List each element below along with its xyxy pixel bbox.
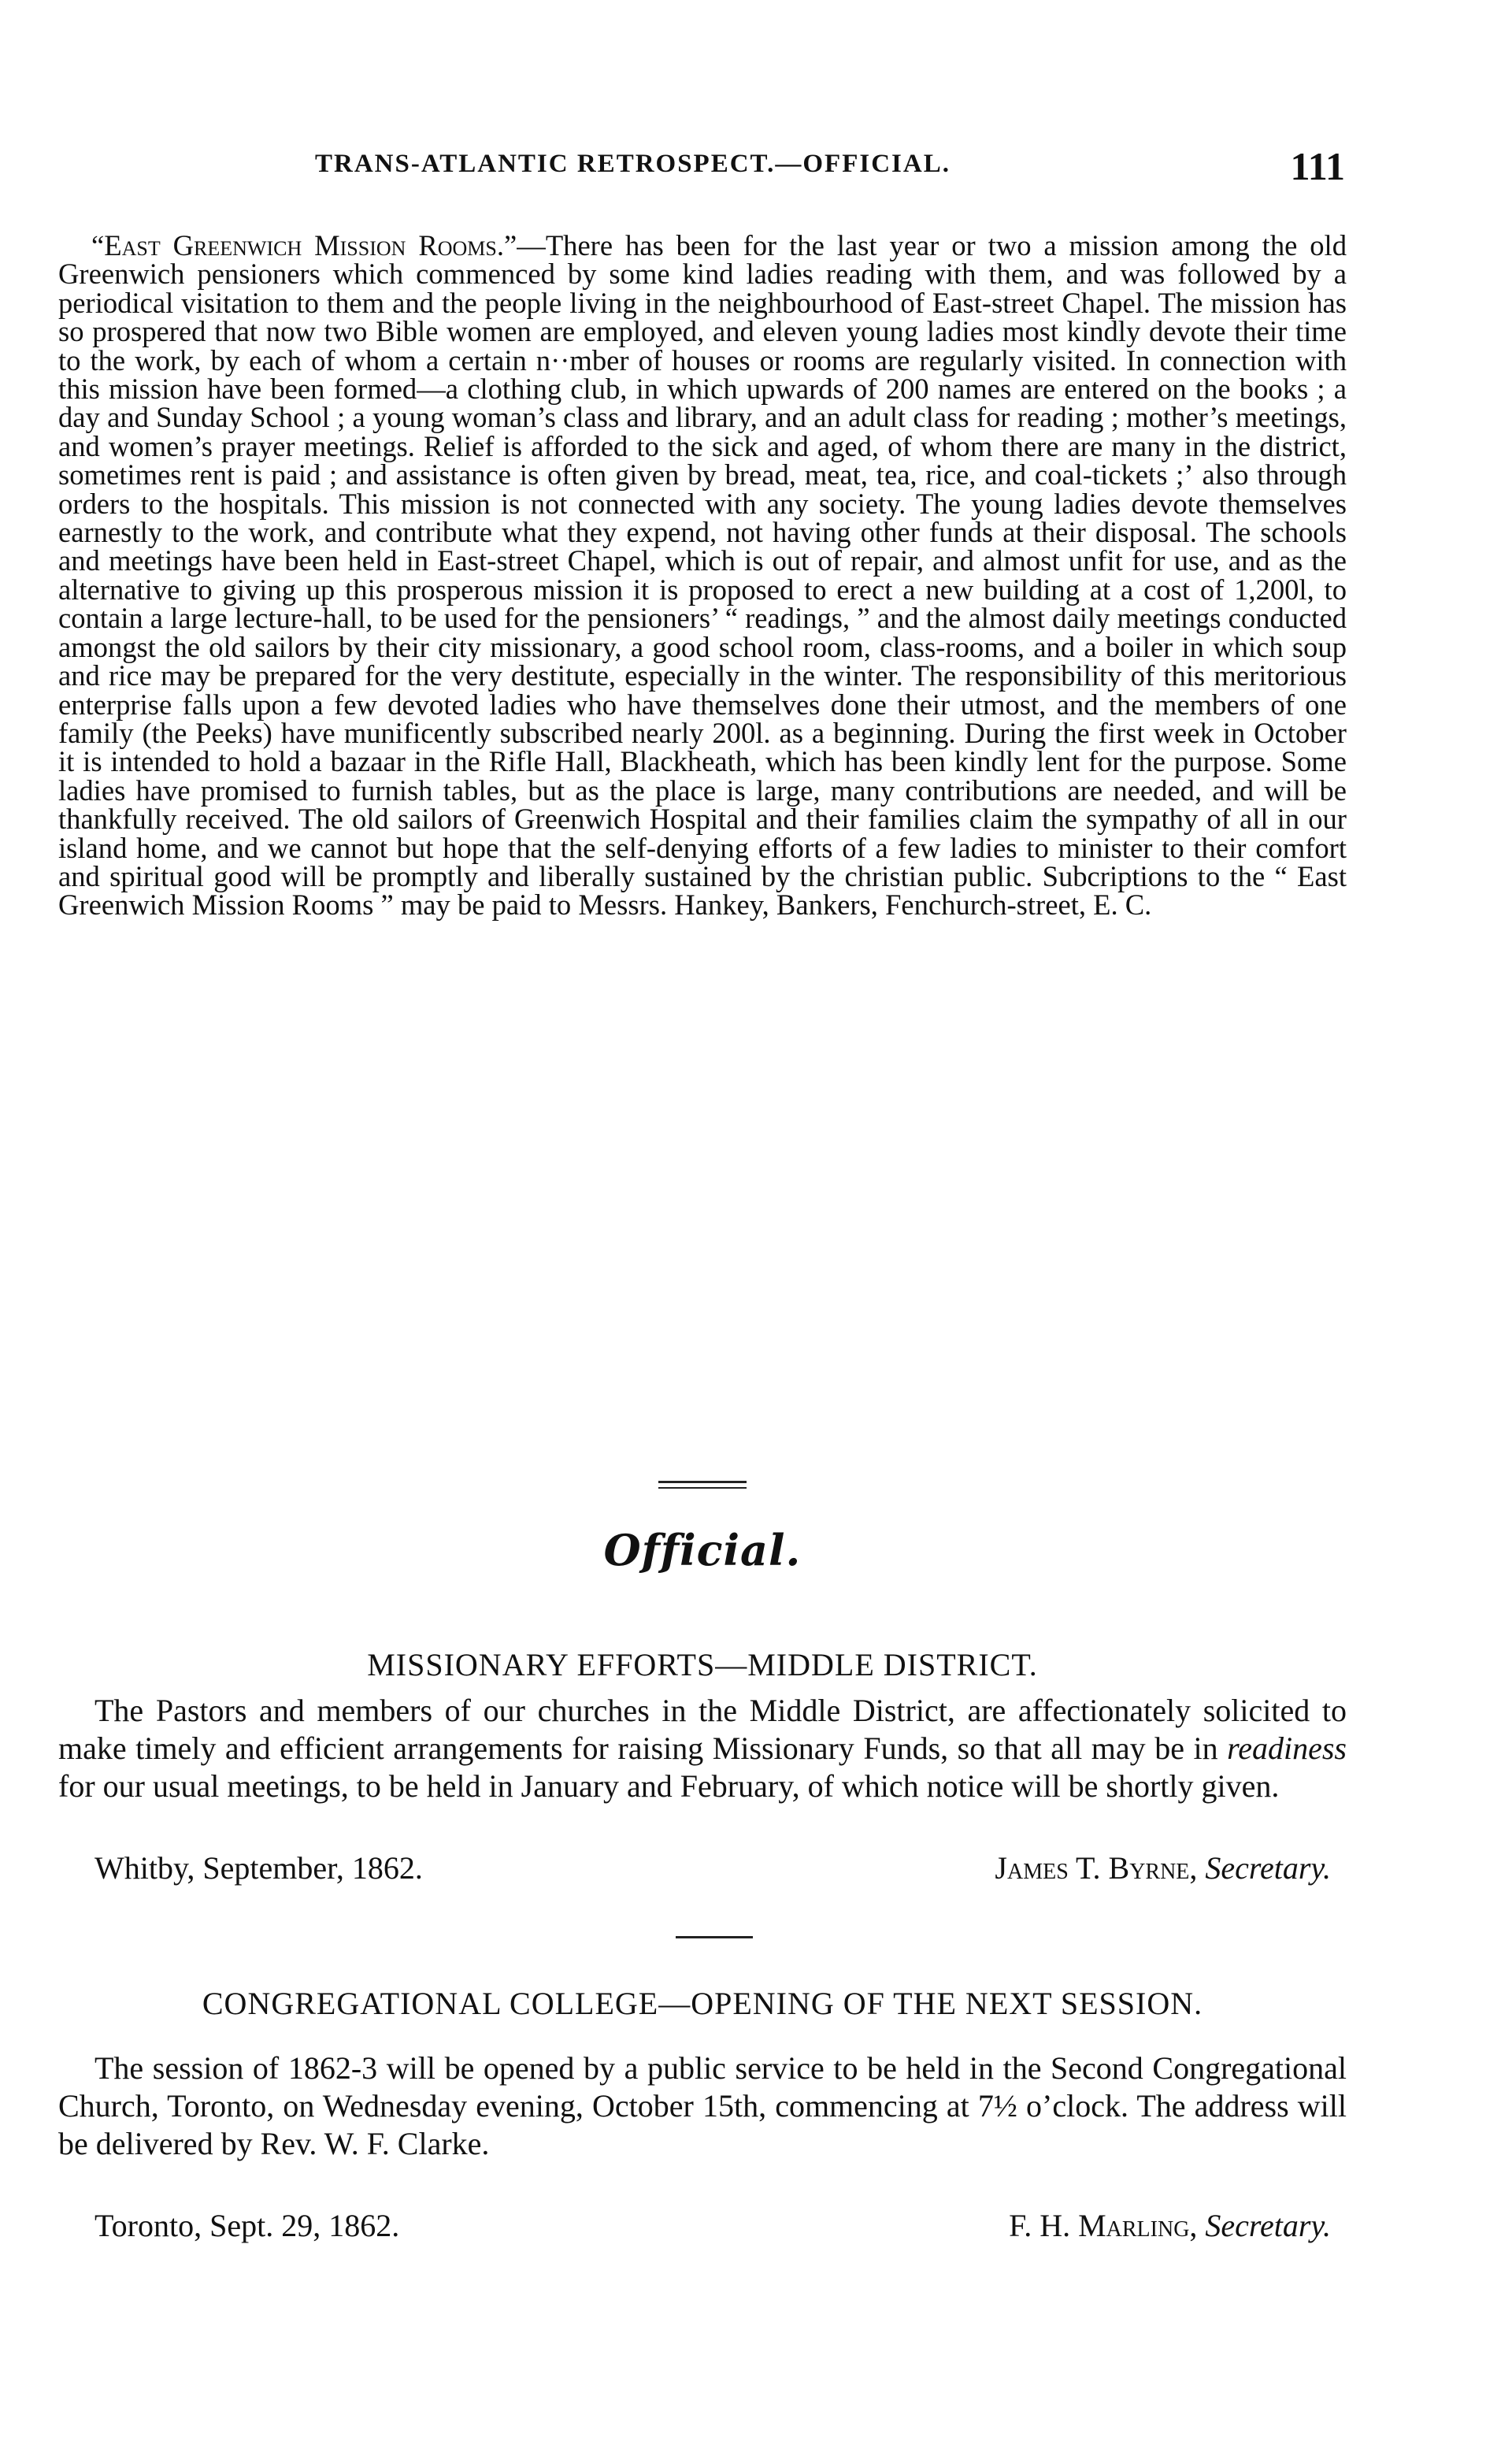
section-divider <box>658 1481 747 1483</box>
official-section-title: Official. <box>603 1525 802 1575</box>
notice-text-start: The Pastors and members of our churches in the Middle District, are affectionately solicited to make timely and efficient arrangements for raising Missionary Funds, so that all may be in <box>58 1693 1347 1766</box>
signoff-place-date: Whitby, September, 1862. <box>94 1850 423 1886</box>
article-text: ”—There has been for the last year or two a mission among the old Greenwich pensioners which commenced by some kind ladies reading with them, and was followed by a periodical visitation to them and the people living in the neighbourhood of East-street Chapel. The mission has so prospered that now two Bible women are employed, and eleven young ladies most kindly devote their time to the work, by each of whom a certain n··mber of houses or rooms are regularly visited. In connection with this mission have been formed—a clothing club, in which upwards of 200 names are entered on the books ; a day and Sunday School ; a young woman’s class and library, and an adult class for reading ; mother’s meetings, and women’s prayer meetings. Relief is afforded to the sick and aged, of whom there are many in the district, sometimes rent is paid ; and assistance is often given by bread, meat, tea, rice, and coal-tickets ;ʼ also through orders to the hospitals. This mission is not connected with any society. The young ladies devote themselves earnestly to the work, and contribute what they expend, not having other funds at their disposal. The schools and meetings have been held in East-street Chapel, which is out of repair, and almost unfit for use, and as the alternative to giving up this prosperous mission it is proposed to erect a new building at a cost of 1,200l, to contain a large lecture-hall, to be used for the pensioners’ “ readings, ” and the almost daily meetings conducted amongst the old sailors by their city missionary, a good school room, class-rooms, and a boiler in which soup and rice may be prepared for the very destitute, especially in the winter. The responsibility of this meritorious enterprise falls upon a few devoted ladies who have themselves done their utmost, and the members of one family (the Peeks) have munificently subscribed nearly 200l. as a beginning. During the first week in October it is intended to hold a bazaar in the Rifle Hall, Blackheath, which has been kindly lent for the purpose. Some ladies have promised to furnish tables, but as the place is large, many contributions are needed, and will be thankfully received. The old sailors of Greenwich Hospital and their families claim the sympathy of all in our island home, and we cannot but hope that the self-denying efforts of a few ladies to minister to their comfort and spiritual good will be promptly and liberally sustained by the christian public. Subcriptions to the “ East Greenwich Mission Rooms ” may be paid to Messrs. Hankey, Bankers, Fenchurch-street, E. C. <box>58 229 1347 922</box>
congregational-college-notice <box>58 2049 1347 2163</box>
signer-name: F. H. Marling, <box>1009 2208 1198 2243</box>
east-greenwich-article <box>58 229 1347 922</box>
signer-role: Secretary. <box>1205 2208 1331 2243</box>
article-title: East Greenwich Mission Rooms. <box>104 229 504 262</box>
missionary-efforts-signoff <box>58 1849 1347 1889</box>
article-paragraph <box>58 229 1347 922</box>
missionary-efforts-notice <box>58 1692 1347 1805</box>
signer-name: James T. Byrne, <box>995 1850 1198 1886</box>
congregational-college-signoff <box>58 2207 1347 2246</box>
signer-role: Secretary. <box>1205 1850 1331 1886</box>
missionary-efforts-heading: MISSIONARY EFFORTS—MIDDLE DISTRICT. <box>367 1647 1038 1682</box>
signoff-signer <box>995 1849 1331 1886</box>
notice-divider <box>676 1936 753 1938</box>
notice-italic-word: readiness <box>1227 1730 1347 1766</box>
notice-paragraph <box>58 1692 1347 1805</box>
running-head <box>58 143 1347 191</box>
signoff-signer <box>1009 2207 1331 2244</box>
running-title: TRANS-ATLANTIC RETROSPECT.—OFFICIAL. <box>315 150 951 178</box>
signoff-place-date: Toronto, Sept. 29, 1862. <box>94 2208 400 2243</box>
section-divider-second-line <box>658 1487 747 1489</box>
congregational-college-heading: CONGREGATIONAL COLLEGE—OPENING OF THE NEXT SESSION. <box>202 1986 1203 2021</box>
notice-paragraph: The session of 1862-3 will be opened by a public service to be held in the Second Congregational Church, Toronto, on Wednesday evening, October 15th, commencing at 7½ o’clock. The address will be delivered by Rev. W. F. Clarke. <box>58 2050 1347 2161</box>
notice-text-end: for our usual meetings, to be held in January and February, of which notice will be shortly given. <box>58 1768 1280 1804</box>
page-number: 111 <box>1290 144 1345 188</box>
opening-quote: “ <box>91 229 105 262</box>
